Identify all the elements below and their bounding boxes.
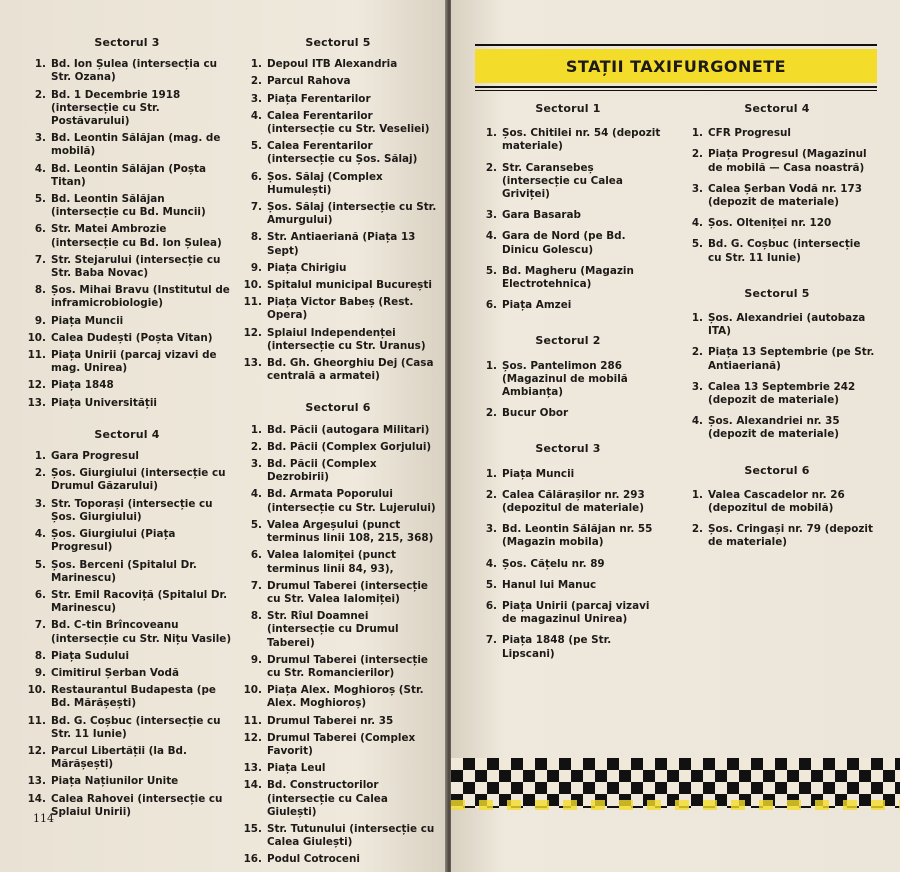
station-item: [238, 296, 438, 322]
station-item: [238, 75, 438, 88]
station-address: Gara Progresul: [51, 450, 139, 463]
station-item: [22, 745, 232, 771]
station-address: Bd. G. Coșbuc (intersecție cu Str. 11 Iunie): [708, 238, 861, 264]
station-address: Bd. Magheru (Magazin Electrotehnica): [502, 264, 634, 291]
station-number: 5.: [691, 238, 703, 251]
sector-section: [238, 36, 438, 383]
station-address: Șos. Sălaj (intersecție cu Str. Amurgului): [267, 201, 437, 227]
station-item: [679, 523, 875, 549]
sector-title: Sectorul 5: [744, 286, 810, 300]
station-address: Calea 13 Septembrie 242 (depozit de materiale): [708, 380, 856, 407]
station-number: 2.: [250, 75, 262, 88]
station-item: [473, 468, 663, 481]
station-address: Calea Călărașilor nr. 293 (depozitul de materiale): [502, 488, 645, 515]
station-number: 2.: [485, 488, 497, 501]
sector-title: Sectorul 4: [94, 427, 160, 441]
station-number: 1.: [485, 359, 497, 372]
station-item: [238, 580, 438, 606]
station-item: [22, 467, 232, 493]
station-item: [238, 610, 438, 650]
station-number: 4.: [250, 488, 262, 501]
sector-section: [679, 464, 875, 550]
station-item: [679, 127, 875, 140]
station-number: 11.: [243, 714, 262, 727]
station-item: [473, 127, 663, 153]
station-number: 4.: [691, 415, 703, 428]
station-address: Șos. Mihai Bravu (Institutul de inframicrobiologie): [51, 284, 230, 310]
station-item: [238, 140, 438, 166]
station-number: 4.: [34, 528, 46, 541]
station-number: 1.: [691, 488, 703, 501]
station-item: [22, 254, 232, 280]
station-item: [679, 381, 875, 407]
station-number: 7.: [485, 634, 497, 647]
station-number: 10.: [243, 279, 262, 292]
sector-title: Sectorul 6: [744, 463, 810, 477]
banner-title: STAȚII TAXIFURGONETE: [475, 49, 877, 83]
station-item: [22, 284, 232, 310]
station-number: 15.: [243, 822, 262, 835]
station-address: Piața Victor Babeș (Rest. Opera): [267, 296, 414, 322]
station-item: [238, 823, 438, 849]
sector-section: [238, 401, 438, 866]
sector-section: [679, 102, 875, 265]
station-address: Gara Basarab: [502, 209, 581, 222]
station-address: Șos. Chitilei nr. 54 (depozit materiale): [502, 127, 661, 153]
station-item: [238, 93, 438, 106]
station-item: [22, 89, 232, 129]
station-address: Drumul Taberei (intersecție cu Str. Valea Ialomiței): [267, 579, 428, 605]
station-number: 7.: [250, 579, 262, 592]
left-page: [0, 0, 447, 872]
station-address: Calea Ferentarilor (intersecție cu Str. Veseliei): [267, 109, 430, 136]
station-number: 3.: [691, 182, 703, 195]
sector-section: [22, 36, 232, 410]
station-number: 1.: [691, 312, 703, 325]
station-number: 1.: [485, 467, 497, 480]
station-address: Șos. Sălaj (Complex Humulești): [267, 170, 383, 196]
station-item: [238, 853, 438, 866]
station-number: 5.: [485, 578, 497, 591]
banner-rule-top: [475, 44, 877, 46]
station-number: 4.: [485, 230, 497, 243]
station-address: Piața Muncii: [51, 314, 124, 327]
station-item: [22, 379, 232, 392]
station-address: Piața 1848: [51, 379, 114, 392]
station-item: [473, 299, 663, 312]
station-number: 1.: [250, 58, 262, 71]
station-item: [238, 58, 438, 71]
station-number: 7.: [34, 619, 46, 632]
station-item: [238, 684, 438, 710]
station-address: Valea Argeșului (punct terminus linii 108, 215, 368): [267, 518, 434, 545]
station-address: Șos. Olteniței nr. 120: [708, 217, 832, 230]
station-item: [22, 132, 232, 158]
station-address: Șos. Giurgiului (Piața Progresul): [51, 528, 176, 554]
station-address: Drumul Taberei (intersecție cu Str. Romancierilor): [267, 653, 428, 679]
station-item: [238, 327, 438, 353]
station-list: [238, 58, 438, 383]
banner-rule-bottom: [475, 86, 877, 88]
station-address: Piața Leul: [267, 762, 326, 775]
station-address: Piața Alex. Moghioroș (Str. Alex. Moghioroș): [267, 684, 424, 710]
station-address: Restaurantul Budapesta (pe Bd. Mărășești): [51, 684, 216, 710]
station-item: [679, 238, 875, 264]
station-item: [679, 346, 875, 372]
station-address: Bd. Păcii (Complex Dezrobirii): [267, 458, 377, 484]
station-item: [238, 424, 438, 437]
station-address: Parcul Libertății (la Bd. Mărășești): [51, 744, 187, 771]
station-address: Șos. Berceni (Spitalul Dr. Marinescu): [51, 558, 197, 584]
station-address: Piața 13 Septembrie (pe Str. Antiaeriană): [708, 346, 875, 372]
station-address: Piața Chirigiu: [267, 261, 347, 274]
right-page: [451, 0, 900, 872]
station-address: Calea Ferentarilor (intersecție cu Șos. Sălaj): [267, 140, 418, 166]
station-number: 6.: [250, 170, 262, 183]
station-item: [679, 148, 875, 174]
station-address: Podul Cotroceni: [267, 853, 360, 866]
station-number: 9.: [34, 314, 46, 327]
station-item: [473, 634, 663, 660]
station-item: [22, 397, 232, 410]
station-address: Bd. Leontin Sălăjan (Poșta Titan): [51, 162, 206, 188]
station-item: [238, 231, 438, 257]
station-number: 3.: [250, 458, 262, 471]
station-address: Str. Caransebeș (intersecție cu Calea Griviței): [502, 161, 623, 201]
station-number: 13.: [27, 775, 46, 788]
station-address: Piața Unirii (parcaj vizavi de mag. Unirea): [51, 349, 217, 375]
station-number: 8.: [34, 649, 46, 662]
station-item: [238, 654, 438, 680]
station-item: [679, 217, 875, 230]
station-item: [473, 489, 663, 515]
station-address: Bd. Gh. Gheorghiu Dej (Casa centrală a armatei): [267, 357, 434, 383]
station-address: Șos. Giurgiului (intersecție cu Drumul Găzarului): [51, 467, 226, 493]
station-address: Șos. Cățelu nr. 89: [502, 557, 605, 570]
sector-title: Sectorul 6: [305, 401, 371, 415]
station-number: 14.: [27, 792, 46, 805]
station-number: 8.: [250, 231, 262, 244]
station-address: Gara de Nord (pe Bd. Dinicu Golescu): [502, 230, 626, 256]
station-address: Depoul ITB Alexandria: [267, 58, 398, 71]
station-list: [473, 127, 663, 312]
station-item: [473, 360, 663, 400]
title-banner: [475, 44, 877, 91]
station-item: [22, 619, 232, 645]
station-number: 12.: [27, 379, 46, 392]
station-item: [473, 558, 663, 571]
sector-title: Sectorul 1: [535, 102, 601, 115]
station-number: 8.: [250, 610, 262, 623]
page-number: 114: [33, 812, 54, 825]
station-address: Splaiul Independenței (intersecție cu Str. Uranus): [267, 326, 426, 352]
station-item: [238, 357, 438, 383]
station-item: [473, 579, 663, 592]
station-address: Str. Matei Ambrozie (intersecție cu Bd. Ion Șulea): [51, 223, 222, 249]
station-number: 13.: [243, 762, 262, 775]
station-item: [238, 762, 438, 775]
station-item: [22, 684, 232, 710]
sector-title: Sectorul 2: [535, 334, 601, 348]
station-number: 3.: [485, 209, 497, 222]
station-item: [238, 715, 438, 728]
station-number: 1.: [485, 127, 497, 140]
left-page-column-2: [238, 36, 438, 872]
station-item: [238, 779, 438, 819]
station-number: 3.: [34, 497, 46, 510]
checkered-taxi-border-yellow-stripe: [451, 800, 900, 810]
station-number: 5.: [250, 140, 262, 153]
station-item: [238, 488, 438, 514]
station-address: Piața Unirii (parcaj vizavi de magazinul Unirea): [502, 600, 650, 626]
station-address: Bd. Leontin Sălăjan (intersecție cu Bd. Muncii): [51, 193, 206, 219]
station-item: [679, 489, 875, 515]
station-number: 7.: [34, 253, 46, 266]
station-number: 3.: [250, 92, 262, 105]
station-list: [679, 312, 875, 442]
station-address: Hanul lui Manuc: [502, 578, 597, 591]
station-address: Str. Rîul Doamnei (intersecție cu Drumul Taberei): [267, 610, 399, 649]
station-number: 4.: [250, 109, 262, 122]
station-number: 2.: [485, 407, 497, 420]
station-item: [22, 58, 232, 84]
station-address: Str. Tutunului (intersecție cu Calea Giulești): [267, 822, 435, 849]
station-number: 12.: [243, 326, 262, 339]
station-number: 11.: [27, 714, 46, 727]
right-page-column-2: [679, 102, 875, 572]
station-number: 2.: [250, 440, 262, 453]
station-address: Drumul Taberei (Complex Favorit): [267, 731, 416, 757]
station-item: [22, 163, 232, 189]
station-item: [22, 559, 232, 585]
right-page-column-1: [473, 102, 663, 683]
sector-section: [22, 428, 232, 819]
station-item: [238, 519, 438, 545]
station-item: [22, 193, 232, 219]
station-number: 6.: [34, 588, 46, 601]
station-item: [22, 349, 232, 375]
station-number: 6.: [34, 223, 46, 236]
station-number: 9.: [250, 653, 262, 666]
station-item: [22, 528, 232, 554]
station-number: 7.: [250, 201, 262, 214]
station-address: Parcul Rahova: [267, 75, 351, 88]
station-number: 2.: [691, 523, 703, 536]
station-address: Valea Cascadelor nr. 26 (depozitul de mobilă): [708, 488, 845, 515]
sector-title: Sectorul 5: [305, 36, 371, 49]
station-list: [679, 127, 875, 265]
station-number: 9.: [250, 261, 262, 274]
station-item: [238, 279, 438, 292]
station-number: 11.: [27, 349, 46, 362]
station-item: [238, 171, 438, 197]
station-number: 5.: [34, 558, 46, 571]
station-address: Bd. G. Coșbuc (intersecție cu Str. 11 Iunie): [51, 714, 221, 740]
station-number: 1.: [250, 423, 262, 436]
station-item: [22, 315, 232, 328]
sector-section: [473, 334, 663, 420]
station-item: [473, 523, 663, 549]
station-list: [473, 360, 663, 421]
station-address: Cimitirul Șerban Vodă: [51, 666, 179, 679]
station-number: 5.: [34, 193, 46, 206]
sector-title: Sectorul 3: [535, 442, 601, 456]
station-number: 6.: [250, 549, 262, 562]
station-item: [679, 183, 875, 209]
station-address: Spitalul municipal București: [267, 279, 432, 292]
station-address: Calea Dudești (Poșta Vitan): [51, 331, 213, 344]
station-number: 8.: [34, 284, 46, 297]
station-list: [22, 450, 232, 819]
station-number: 11.: [243, 296, 262, 309]
station-number: 14.: [243, 779, 262, 792]
station-address: Bd. C-tin Brîncoveanu (intersecție cu Str. Nițu Vasile): [51, 619, 232, 645]
station-number: 5.: [485, 264, 497, 277]
station-item: [22, 498, 232, 524]
sector-section: [473, 102, 663, 312]
station-address: Calea Rahovei (intersecție cu Splaiul Unirii): [51, 792, 223, 818]
station-address: Drumul Taberei nr. 35: [267, 714, 394, 727]
station-address: Bd. 1 Decembrie 1918 (intersecție cu Str. Postăvarului): [51, 88, 181, 128]
station-item: [22, 450, 232, 463]
station-item: [238, 441, 438, 454]
station-address: Piața Amzei: [502, 299, 572, 312]
station-address: Piața Muncii: [502, 467, 575, 480]
left-page-column-1: [22, 36, 232, 837]
station-item: [22, 589, 232, 615]
station-address: Șos. Pantelimon 286 (Magazinul de mobilă Ambianța): [502, 359, 628, 399]
station-address: Bd. Ion Șulea (intersecția cu Str. Ozana): [51, 58, 218, 84]
station-address: Bd. Leontin Sălăjan nr. 55 (Magazin mobila): [502, 523, 653, 549]
sector-title: Sectorul 3: [94, 36, 160, 49]
station-number: 1.: [691, 127, 703, 140]
station-item: [238, 262, 438, 275]
station-address: Bucur Obor: [502, 407, 569, 420]
station-number: 6.: [485, 299, 497, 312]
station-item: [473, 209, 663, 222]
station-number: 6.: [485, 600, 497, 613]
station-address: Str. Emil Racoviță (Spitalul Dr. Marinescu): [51, 588, 228, 615]
station-address: Piața Universității: [51, 396, 157, 409]
station-number: 4.: [691, 217, 703, 230]
station-number: 13.: [243, 357, 262, 370]
station-number: 2.: [485, 161, 497, 174]
station-address: Șos. Alexandriei nr. 35 (depozit de materiale): [708, 415, 840, 441]
station-number: 16.: [243, 853, 262, 866]
station-number: 4.: [34, 162, 46, 175]
station-number: 1.: [34, 58, 46, 71]
station-address: Bd. Păcii (autogara Militari): [267, 423, 430, 436]
station-list: [22, 58, 232, 410]
station-item: [22, 775, 232, 788]
station-number: 3.: [34, 132, 46, 145]
station-number: 10.: [243, 684, 262, 697]
station-item: [22, 667, 232, 680]
sector-section: [679, 287, 875, 442]
station-item: [238, 201, 438, 227]
station-item: [22, 332, 232, 345]
station-item: [22, 223, 232, 249]
station-address: Str. Toporași (intersecție cu Șos. Giurgiului): [51, 497, 213, 523]
station-number: 2.: [34, 467, 46, 480]
station-address: Bd. Constructorilor (intersecție cu Calea Giulești): [267, 779, 388, 818]
station-number: 2.: [691, 148, 703, 161]
station-item: [473, 162, 663, 202]
station-number: 2.: [691, 346, 703, 359]
station-item: [473, 230, 663, 256]
station-address: Bd. Leontin Sălăjan (mag. de mobilă): [51, 132, 221, 158]
station-item: [679, 312, 875, 338]
station-number: 4.: [485, 557, 497, 570]
station-list: [679, 489, 875, 550]
sector-section: [473, 442, 663, 660]
station-address: Bd. Armata Poporului (intersecție cu Str. Lujerului): [267, 488, 436, 514]
station-address: Piața Sudului: [51, 649, 130, 662]
station-address: Piața Națiunilor Unite: [51, 775, 179, 788]
station-number: 2.: [34, 88, 46, 101]
station-item: [238, 458, 438, 484]
station-address: Str. Antiaeriană (Piața 13 Sept): [267, 231, 416, 257]
station-address: CFR Progresul: [708, 127, 791, 140]
station-item: [238, 732, 438, 758]
station-item: [238, 549, 438, 575]
station-list: [238, 424, 438, 867]
station-address: Bd. Păcii (Complex Gorjului): [267, 440, 432, 453]
station-address: Piața Ferentarilor: [267, 92, 371, 105]
station-address: Piața 1848 (pe Str. Lipscani): [502, 634, 612, 660]
station-item: [22, 715, 232, 741]
station-number: 3.: [691, 380, 703, 393]
station-list: [473, 468, 663, 661]
station-item: [679, 415, 875, 441]
station-number: 9.: [34, 666, 46, 679]
station-number: 13.: [27, 396, 46, 409]
station-item: [473, 600, 663, 626]
station-number: 10.: [27, 331, 46, 344]
station-item: [238, 110, 438, 136]
station-number: 12.: [27, 744, 46, 757]
station-item: [22, 650, 232, 663]
station-address: Șos. Alexandriei (autobaza ITA): [708, 312, 866, 338]
station-number: 5.: [250, 518, 262, 531]
station-number: 10.: [27, 684, 46, 697]
station-address: Valea Ialomiței (punct terminus linii 84, 93),: [267, 549, 396, 575]
station-item: [473, 265, 663, 291]
station-number: 1.: [34, 450, 46, 463]
station-address: Str. Stejarului (intersecție cu Str. Baba Novac): [51, 253, 221, 280]
station-address: Șos. Cringași nr. 79 (depozit de materiale): [708, 523, 873, 549]
station-address: Piața Progresul (Magazinul de mobilă — Casa noastră): [708, 148, 867, 174]
station-item: [473, 407, 663, 420]
station-address: Calea Șerban Vodă nr. 173 (depozit de materiale): [708, 182, 862, 209]
banner-rule-bottom-thin: [475, 90, 877, 91]
station-number: 12.: [243, 731, 262, 744]
station-number: 3.: [485, 523, 497, 536]
sector-title: Sectorul 4: [744, 102, 810, 115]
